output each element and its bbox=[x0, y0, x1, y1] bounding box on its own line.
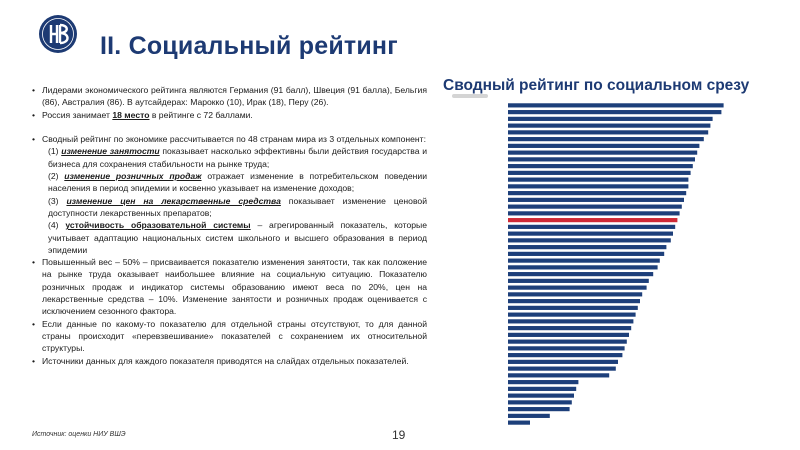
bar bbox=[508, 103, 724, 107]
bar bbox=[508, 340, 627, 344]
bullet-sources: • Источники данных для каждого показателя приводятся на слайдах отдельных показателей. bbox=[32, 355, 427, 367]
bar bbox=[508, 130, 708, 134]
bar bbox=[508, 245, 666, 249]
component-4 bbox=[42, 219, 427, 256]
bar bbox=[508, 387, 576, 391]
component-1-desc: показывает насколько эффективны были действия государства и бизнеса для сохранения стабильности на рынке труда; bbox=[48, 146, 427, 169]
bar bbox=[508, 373, 609, 377]
russia-pre: Россия занимает bbox=[42, 109, 113, 120]
bar bbox=[508, 171, 691, 175]
bar bbox=[508, 279, 649, 283]
bar bbox=[508, 292, 642, 296]
bar bbox=[508, 346, 625, 350]
bar bbox=[508, 299, 640, 303]
component-4-num: (4) bbox=[48, 220, 66, 231]
component-1-num: (1) bbox=[48, 146, 62, 157]
bar bbox=[508, 157, 695, 161]
bar bbox=[508, 407, 570, 411]
bar bbox=[508, 367, 616, 371]
bar bbox=[508, 326, 631, 330]
russia-post: в рейтинге с 72 баллами. bbox=[149, 109, 253, 120]
russia-place: 18 место bbox=[112, 109, 150, 120]
bar bbox=[508, 333, 629, 337]
component-3 bbox=[42, 195, 427, 220]
bar bbox=[508, 319, 633, 323]
component-3-name: изменение цен на лекарственные средства bbox=[66, 195, 281, 206]
component-2-desc: отражает изменение в потребительском поведении населения в период эпидемии и косвенно указывает на изменение доходов; bbox=[48, 171, 428, 194]
bar-russia bbox=[508, 218, 677, 222]
component-2-name: изменение розничных продаж bbox=[64, 171, 202, 182]
bullet-reweighting: • Если данные по какому-то показателю для отдельной страны отсутствуют, то для данной страны происходит «перевзвешивание» показателей с сохранением их относительной структуры. bbox=[32, 318, 427, 355]
bar bbox=[508, 178, 688, 182]
bar bbox=[508, 238, 671, 242]
bar bbox=[508, 225, 675, 229]
component-3-num: (3) bbox=[48, 195, 67, 206]
page-title: II. Социальный рейтинг bbox=[100, 32, 398, 60]
component-2 bbox=[42, 170, 427, 195]
university-logo bbox=[38, 14, 78, 54]
bar bbox=[508, 286, 647, 290]
component-2-num: (2) bbox=[48, 171, 65, 182]
bar bbox=[508, 144, 699, 148]
bullet-russia bbox=[32, 109, 427, 121]
bar bbox=[508, 124, 710, 128]
bullet-weights: • Повышенный вес – 50% – присваивается показателю изменения занятости, так как положение на рынке труда оказывает наибольшее влияние на социальную ситуацию. Показателю розничных продаж и индикатор системы образованию имеют веса по 20%, цен на лекарственные средства – 10%. Изменение занятости и розничных продаж оценивается с исключением сезонного фактора. bbox=[32, 256, 427, 317]
bar bbox=[508, 252, 664, 256]
bullet-leaders: • Лидерами экономического рейтинга являются Германия (91 балл), Швеция (91 балла), Бельгия (86), Австралия (86). В аутсайдерах: Марокко (10), Ирак (18), Перу (26). bbox=[32, 84, 427, 109]
bar bbox=[508, 211, 680, 215]
page-number: 19 bbox=[392, 428, 406, 442]
bar bbox=[508, 360, 618, 364]
bar bbox=[508, 191, 686, 195]
bar bbox=[508, 421, 530, 425]
component-1 bbox=[42, 145, 427, 170]
bar bbox=[508, 265, 658, 269]
bar bbox=[508, 353, 622, 357]
bar bbox=[508, 414, 550, 418]
bar bbox=[508, 259, 660, 263]
component-4-desc: – агрегированный показатель, которые учитывает адаптацию национальных систем школьного и высшего образования в период эпидемии bbox=[48, 220, 427, 255]
bar-chart bbox=[508, 102, 728, 426]
bar bbox=[508, 380, 578, 384]
bar bbox=[508, 394, 574, 398]
text-column bbox=[32, 84, 427, 367]
bar bbox=[508, 117, 713, 121]
bar bbox=[508, 137, 704, 141]
method-intro: Сводный рейтинг по экономике рассчитывается по 48 странам мира из 3 отдельных компонент: bbox=[42, 134, 426, 145]
bar bbox=[508, 184, 688, 188]
bullet-method bbox=[32, 133, 427, 256]
bar bbox=[508, 313, 636, 317]
bar bbox=[508, 232, 673, 236]
bar bbox=[508, 151, 697, 155]
bar bbox=[508, 400, 572, 404]
component-3-desc: показывает изменение ценовой доступности лекарственных препаратов; bbox=[48, 195, 427, 218]
bar bbox=[508, 205, 682, 209]
bar bbox=[508, 110, 721, 114]
bar bbox=[508, 306, 638, 310]
chart-title: Сводный рейтинг по социальном срезу bbox=[443, 77, 750, 94]
bar bbox=[508, 164, 693, 168]
source-note: Источник: оценки НИУ ВШЭ bbox=[32, 431, 126, 438]
bar bbox=[508, 272, 653, 276]
bar bbox=[508, 198, 684, 202]
chart-subtitle-blur bbox=[452, 94, 488, 98]
component-4-name: устойчивость образовательной системы bbox=[65, 220, 251, 231]
component-1-name: изменение занятости bbox=[61, 146, 160, 157]
